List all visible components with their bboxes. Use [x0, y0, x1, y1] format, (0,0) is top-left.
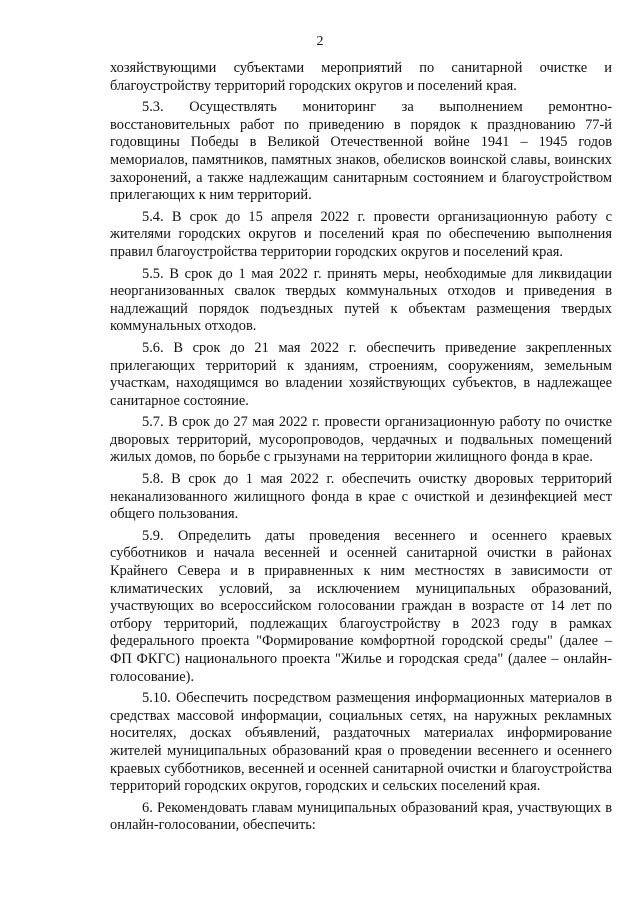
document-body	[110, 60, 612, 839]
paragraph-5-7: 5.7. В срок до 27 мая 2022 г. провести организационную работу по очистке дворовых территорий, мусоропроводов, чердачных и подвальных помещений жилых домов, по борьбе с грызунами на территории жилищного фонда в крае.	[110, 414, 612, 466]
paragraph-5-6: 5.6. В срок до 21 мая 2022 г. обеспечить приведение закрепленных прилегающих территорий к зданиям, строениям, сооружениям, земельным участкам, находящимся во владении хозяйствующих субъектов, в надлежащее санитарное состояние.	[110, 339, 612, 409]
paragraph-5-10: 5.10. Обеспечить посредством размещения информационных материалов в средствах массовой информации, социальных сетях, на наружных рекламных носителях, досках объявлений, раздаточных материалах информирование жителей муниципальных образований края о проведении весеннего и осеннего краевых субботников, весенней и осенней санитарной очистки и благоустройства территорий городских округов, городских и сельских поселений края.	[110, 690, 612, 795]
paragraph-5-4: 5.4. В срок до 15 апреля 2022 г. провести организационную работу с жителями городских округов и поселений края по обеспечению выполнения правил благоустройства территории городских округов и поселений края.	[110, 208, 612, 260]
paragraph-5-9: 5.9. Определить даты проведения весеннего и осеннего краевых субботников и начала весенней и осенней санитарной очистки в районах Крайнего Севера и в приравненных к ним местностях в зависимости от климатических условий, за исключением муниципальных образований, участвующих во всероссийском голосовании граждан в возрасте от 14 лет по отбору территорий, подлежащих благоустройству в 2023 году в рамках федерального проекта "Формирование комфортной городской среды" (далее – ФП ФКГС) национального проекта "Жилье и городская среда" (далее – онлайн-голосование).	[110, 527, 612, 685]
paragraph-5-5: 5.5. В срок до 1 мая 2022 г. принять меры, необходимые для ликвидации неорганизованных свалок твердых коммунальных отходов и приведения в надлежащий порядок подъездных путей к объектам размещения твердых коммунальных отходов.	[110, 265, 612, 335]
paragraph-continuation: хозяйствующими субъектами мероприятий по санитарной очистке и благоустройству территорий городских округов и поселений края.	[110, 60, 612, 94]
paragraph-5-8: 5.8. В срок до 1 мая 2022 г. обеспечить очистку дворовых территорий неканализованного жилищного фонда в крае с очисткой и дезинфекцией мест общего пользования.	[110, 471, 612, 523]
page-number: 2	[316, 34, 324, 49]
paragraph-6: 6. Рекомендовать главам муниципальных образований края, участвующих в онлайн-голосовании, обеспечить:	[110, 799, 612, 834]
paragraph-5-3: 5.3. Осуществлять мониторинг за выполнением ремонтно-восстановительных работ по приведению в порядок к празднованию 77-й годовщины Победы в Великой Отечественной войне 1941 – 1945 годов мемориалов, памятников, памятных знаков, обелисков воинской славы, воинских захоронений, а также надлежащим санитарным состоянием и благоустройством прилегающих к ним территорий.	[110, 99, 612, 204]
